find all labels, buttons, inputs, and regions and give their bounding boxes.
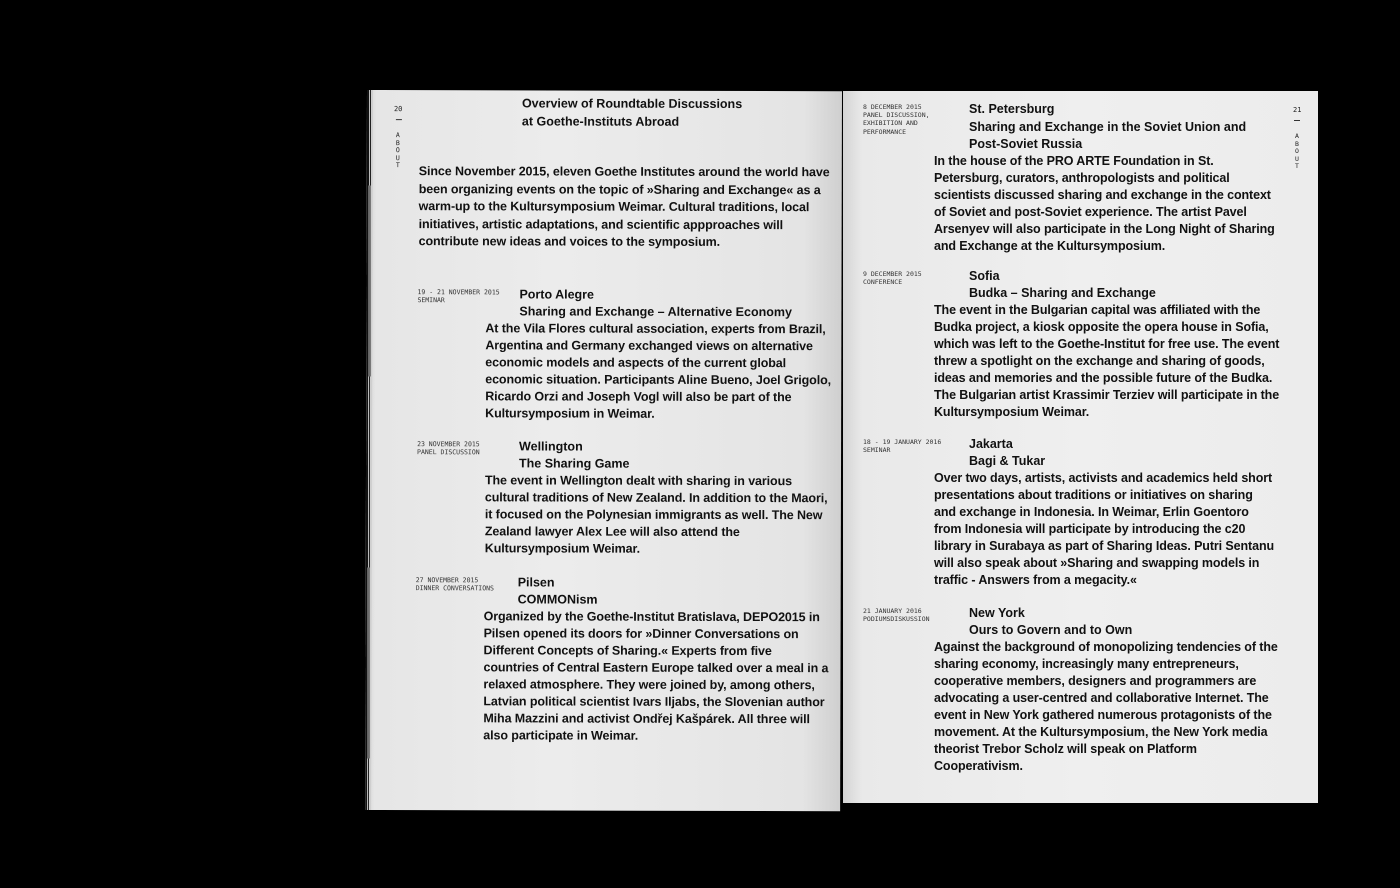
event-entry bbox=[415, 574, 831, 743]
event-city: Wellington bbox=[519, 439, 583, 454]
event-type: CONFERENCE bbox=[863, 278, 903, 287]
event-type: PANEL DISCUSSION, EXHIBITION AND PERFORMANCE bbox=[863, 111, 930, 136]
event-entry bbox=[417, 286, 832, 421]
event-meta bbox=[416, 576, 526, 593]
event-meta bbox=[863, 607, 973, 623]
event-description: At the Vila Flores cultural association, experts from Brazil, Argentina and Germany exchanged views on alternative economic models and aspects of the current global economic situation. Participants Aline Bueno, Joel Grigolo, Ricardo Orzi and Joseph Vogl will also be part of the Kultursymposium in Weimar. bbox=[485, 321, 832, 421]
event-meta bbox=[863, 438, 973, 454]
event-city: Sofia bbox=[969, 269, 1000, 283]
section-label: A B O U T bbox=[1295, 132, 1299, 170]
title-line-1: Overview of Roundtable Discussions bbox=[521, 96, 743, 111]
event-meta bbox=[863, 103, 958, 136]
event-type: DINNER CONVERSATIONS bbox=[415, 584, 494, 593]
intro-paragraph: Since November 2015, eleven Goethe Institutes around the world have been organizing events on the topic of »Sharing and Exchange« as a warm-up to the Kultursymposium Weimar. Cultural traditions, local initiatives, artistic adaptations, and scientific appproaches will contribute new ideas and voices to the symposium. bbox=[418, 164, 830, 249]
event-date: 9 DECEMBER 2015 bbox=[863, 270, 922, 278]
event-type: PODIUMSDISKUSSION bbox=[863, 615, 930, 624]
left-page bbox=[365, 90, 842, 811]
event-subtitle: COMMONism bbox=[517, 592, 598, 607]
event-subtitle: The Sharing Game bbox=[519, 456, 630, 471]
divider bbox=[1294, 120, 1300, 121]
section-label: A B O U T bbox=[395, 131, 400, 170]
event-subtitle: Budka – Sharing and Exchange bbox=[969, 286, 1156, 300]
page-number: 20 bbox=[393, 105, 403, 114]
event-subtitle: Sharing and Exchange – Alternative Economy bbox=[519, 304, 792, 320]
page-number: 21 bbox=[1293, 106, 1302, 114]
event-description: The event in the Bulgarian capital was affiliated with the Budka project, a kiosk opposite the opera house in Sofia, which was left to the Goethe-Institut for free use. The event threw a spotlight on the exchange and sharing of goods, ideas and memories and the possible future of the Budka. The Bulgarian artist Krassimir Terziev will participate in the Kultursymposium Weimar. bbox=[934, 303, 1280, 419]
event-date: 23 NOVEMBER 2015 bbox=[417, 440, 480, 449]
page-title bbox=[522, 94, 822, 131]
event-subtitle: Ours to Govern and to Own bbox=[969, 623, 1133, 637]
event-entry bbox=[417, 438, 832, 556]
event-city: Jakarta bbox=[969, 437, 1013, 451]
event-description: Organized by the Goethe-Institut Bratislava, DEPO2015 in Pilsen opened its doors for »Dinner Conversations on Different Concepts of Sharing.« Experts from five countries of Central Eastern Europe talked over a meal in a relaxed atmosphere. They were joined by, among others, Latvian political scientist Ivars Iljabs, the Slovenian author Miha Mazzini and activist Ondřej Kašpárek. All three will also participate in Weimar. bbox=[483, 609, 829, 743]
event-city: Pilsen bbox=[517, 575, 555, 590]
event-date: 21 JANUARY 2016 bbox=[863, 607, 922, 615]
event-subtitle: Sharing and Exchange in the Soviet Union and Post-Soviet Russia bbox=[969, 120, 1247, 151]
event-date: 19 - 21 NOVEMBER 2015 bbox=[417, 288, 500, 297]
title-line-2: at Goethe-Instituts Abroad bbox=[521, 114, 680, 129]
event-city: St. Petersburg bbox=[969, 102, 1055, 116]
divider bbox=[396, 119, 402, 120]
event-type: PANEL DISCUSSION bbox=[417, 448, 480, 457]
event-type: SEMINAR bbox=[863, 446, 891, 455]
event-date: 18 - 19 JANUARY 2016 bbox=[863, 438, 942, 446]
event-description: In the house of the PRO ARTE Foundation in St. Petersburg, curators, anthropologists and political scientists discussed sharing and exchange in the context of Soviet and post-Soviet experience. The artist Pavel Arsenyev will also participate in the Long Night of Sharing and Exchange at the Kultursymposium. bbox=[934, 154, 1275, 253]
event-description: Over two days, artists, activists and academics held short presentations about traditions or initiatives on sharing and exchange in Indonesia. In Weimar, Erlin Goentoro from Indonesia will participate by introducing the c20 library in Surabaya as part of Sharing Ideas. Putri Sentanu will also speak about »Sharing and swapping models in traffic - Answers from a megacity.« bbox=[934, 471, 1275, 587]
event-city: Porto Alegre bbox=[519, 287, 595, 302]
event-subtitle: Bagi & Tukar bbox=[969, 454, 1046, 468]
event-description: Against the background of monopolizing tendencies of the sharing economy, increasingly many entrepreneurs, cooperative members, designers and programmers are advocating a user-centred and collaborative Internet. The event in New York gathered numerous protagonists of the movement. At the Kultursymposium, the New York media theorist Trebor Scholz will speak on Platform Cooperativism. bbox=[934, 640, 1278, 773]
event-meta bbox=[417, 440, 527, 457]
event-description: The event in Wellington dealt with sharing in various cultural traditions of New Zealand. In addition to the Maori, it focused on the Polynesian immigrants as well. The New Zealand lawyer Alex Lee will also attend the Kultursymposium Weimar. bbox=[484, 473, 828, 556]
event-meta bbox=[417, 288, 527, 305]
event-meta bbox=[863, 270, 973, 286]
right-page bbox=[843, 91, 1318, 803]
event-date: 8 DECEMBER 2015 bbox=[863, 103, 922, 111]
event-city: New York bbox=[969, 606, 1025, 620]
event-date: 27 NOVEMBER 2015 bbox=[415, 576, 479, 585]
event-type: SEMINAR bbox=[417, 296, 445, 305]
